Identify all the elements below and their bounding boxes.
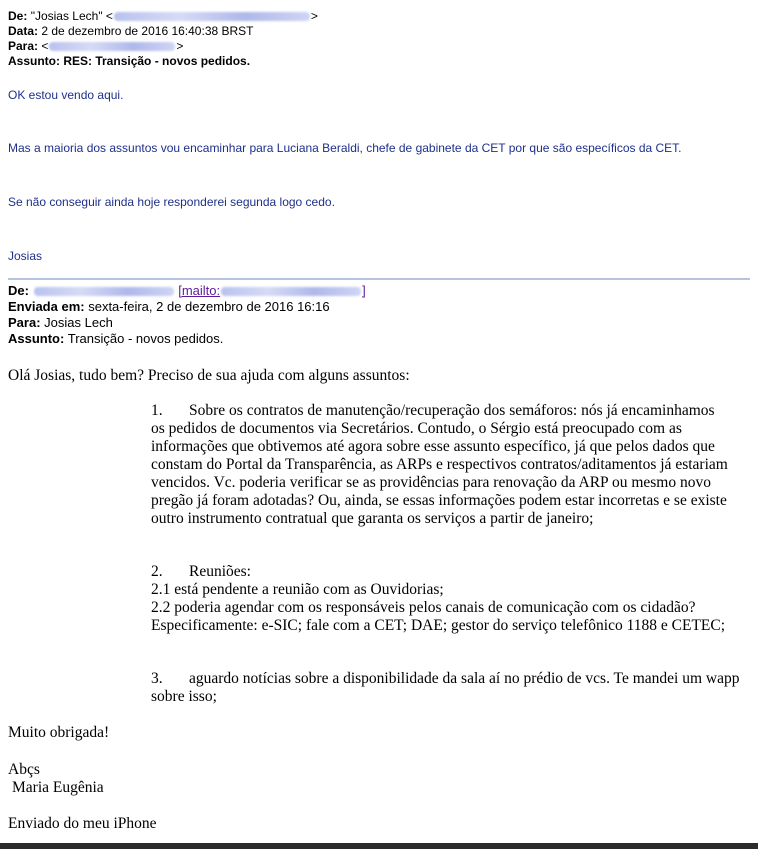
reply-from-value: "Josias Lech" < [30, 9, 113, 23]
reply-to-end: > [176, 39, 184, 53]
bottom-edge [0, 843, 758, 849]
original-to-line [8, 314, 113, 331]
reply-subject-label: Assunto: [8, 54, 60, 68]
closing: Abçs [8, 761, 40, 778]
reply-signature: Josias [8, 249, 43, 263]
list-item-2 [151, 563, 741, 635]
item-1-text: os pedidos de documentos via Secretários. Contudo, o Sérgio está preocupado com as informações que obtivemos até agora sobre esse assunto específico, já que pelos dados que constam do Portal da Transparência, as ARPs e respectivos contratos/aditamentos já estariam vencidos. Vc. poderia verificar se as providências para renovação da ARP ou mesmo novo pregão já foram adotadas? Ou, ainda, se essas informações podem estar incorretas e se existe outro instrumento contratual que garanta os serviços a partir de janeiro; [151, 420, 728, 527]
item-2-title: Reuniões: [189, 563, 251, 580]
original-sent-label: Enviada em: [8, 299, 85, 314]
reply-line-2: Mas a maioria dos assuntos vou encaminhar para Luciana Beraldi, chefe de gabinete da CET por que são específicos da CET. [8, 141, 682, 155]
reply-date-label: Data: [8, 24, 39, 38]
redacted-email [49, 42, 175, 51]
original-sent-line [8, 298, 330, 315]
item-2-2: 2.2 poderia agendar com os responsáveis pelos canais de comunicação com os cidadão? Especificamente: e-SIC; fale com a CET; DAE; gestor do serviço telefônico 1188 e CETEC; [151, 599, 726, 634]
redacted-email [34, 287, 174, 296]
item-3-number: 3. [151, 670, 163, 687]
original-from-line [8, 282, 366, 299]
reply-subject-line [8, 53, 250, 69]
reply-line-3: Se não conseguir ainda hoje responderei segunda logo cedo. [8, 195, 335, 209]
item-3-text: aguardo notícias sobre a disponibilidade da sala aí no prédio de vcs. Te mandei um wapp sobre isso; [151, 670, 740, 705]
original-sent-value: sexta-feira, 2 de dezembro de 2016 16:16 [88, 299, 330, 314]
item-1-number: 1. [151, 402, 163, 419]
reply-line-1: OK estou vendo aqui. [8, 88, 124, 102]
reply-date-value: 2 de dezembro de 2016 16:40:38 BRST [41, 24, 254, 38]
reply-from-end: > [310, 9, 318, 23]
thanks: Muito obrigada! [8, 724, 110, 741]
original-from-label: De: [8, 283, 29, 298]
original-to-value: Josias Lech [44, 315, 113, 330]
greeting: Olá Josias, tudo bem? Preciso de sua ajuda com alguns assuntos: [8, 367, 410, 384]
item-2-1: 2.1 está pendente a reunião com as Ouvidorias; [151, 581, 444, 598]
separator [8, 278, 750, 280]
reply-date-line [8, 23, 254, 39]
mailto-link[interactable]: [mailto: ] [178, 283, 366, 298]
sender-name: Maria Eugênia [12, 779, 104, 796]
reply-to-label: Para: [8, 39, 39, 53]
reply-subject-value: RES: Transição - novos pedidos. [63, 54, 251, 68]
reply-from-line [8, 8, 318, 24]
reply-from-label: De: [8, 9, 28, 23]
original-subject-line [8, 330, 223, 347]
list-item-3 [151, 670, 741, 706]
list-item-1 [151, 402, 741, 528]
original-subject-label: Assunto: [8, 331, 65, 346]
redacted-email [114, 12, 310, 21]
original-to-label: Para: [8, 315, 41, 330]
original-subject-value: Transição - novos pedidos. [67, 331, 224, 346]
item-1-first-line: Sobre os contratos de manutenção/recuperação dos semáforos: nós já encaminhamos [189, 402, 715, 419]
reply-to-line [8, 38, 183, 54]
sent-from: Enviado do meu iPhone [8, 815, 157, 832]
reply-to-value: < [41, 39, 49, 53]
item-2-number: 2. [151, 563, 163, 580]
redacted-email [221, 287, 361, 296]
